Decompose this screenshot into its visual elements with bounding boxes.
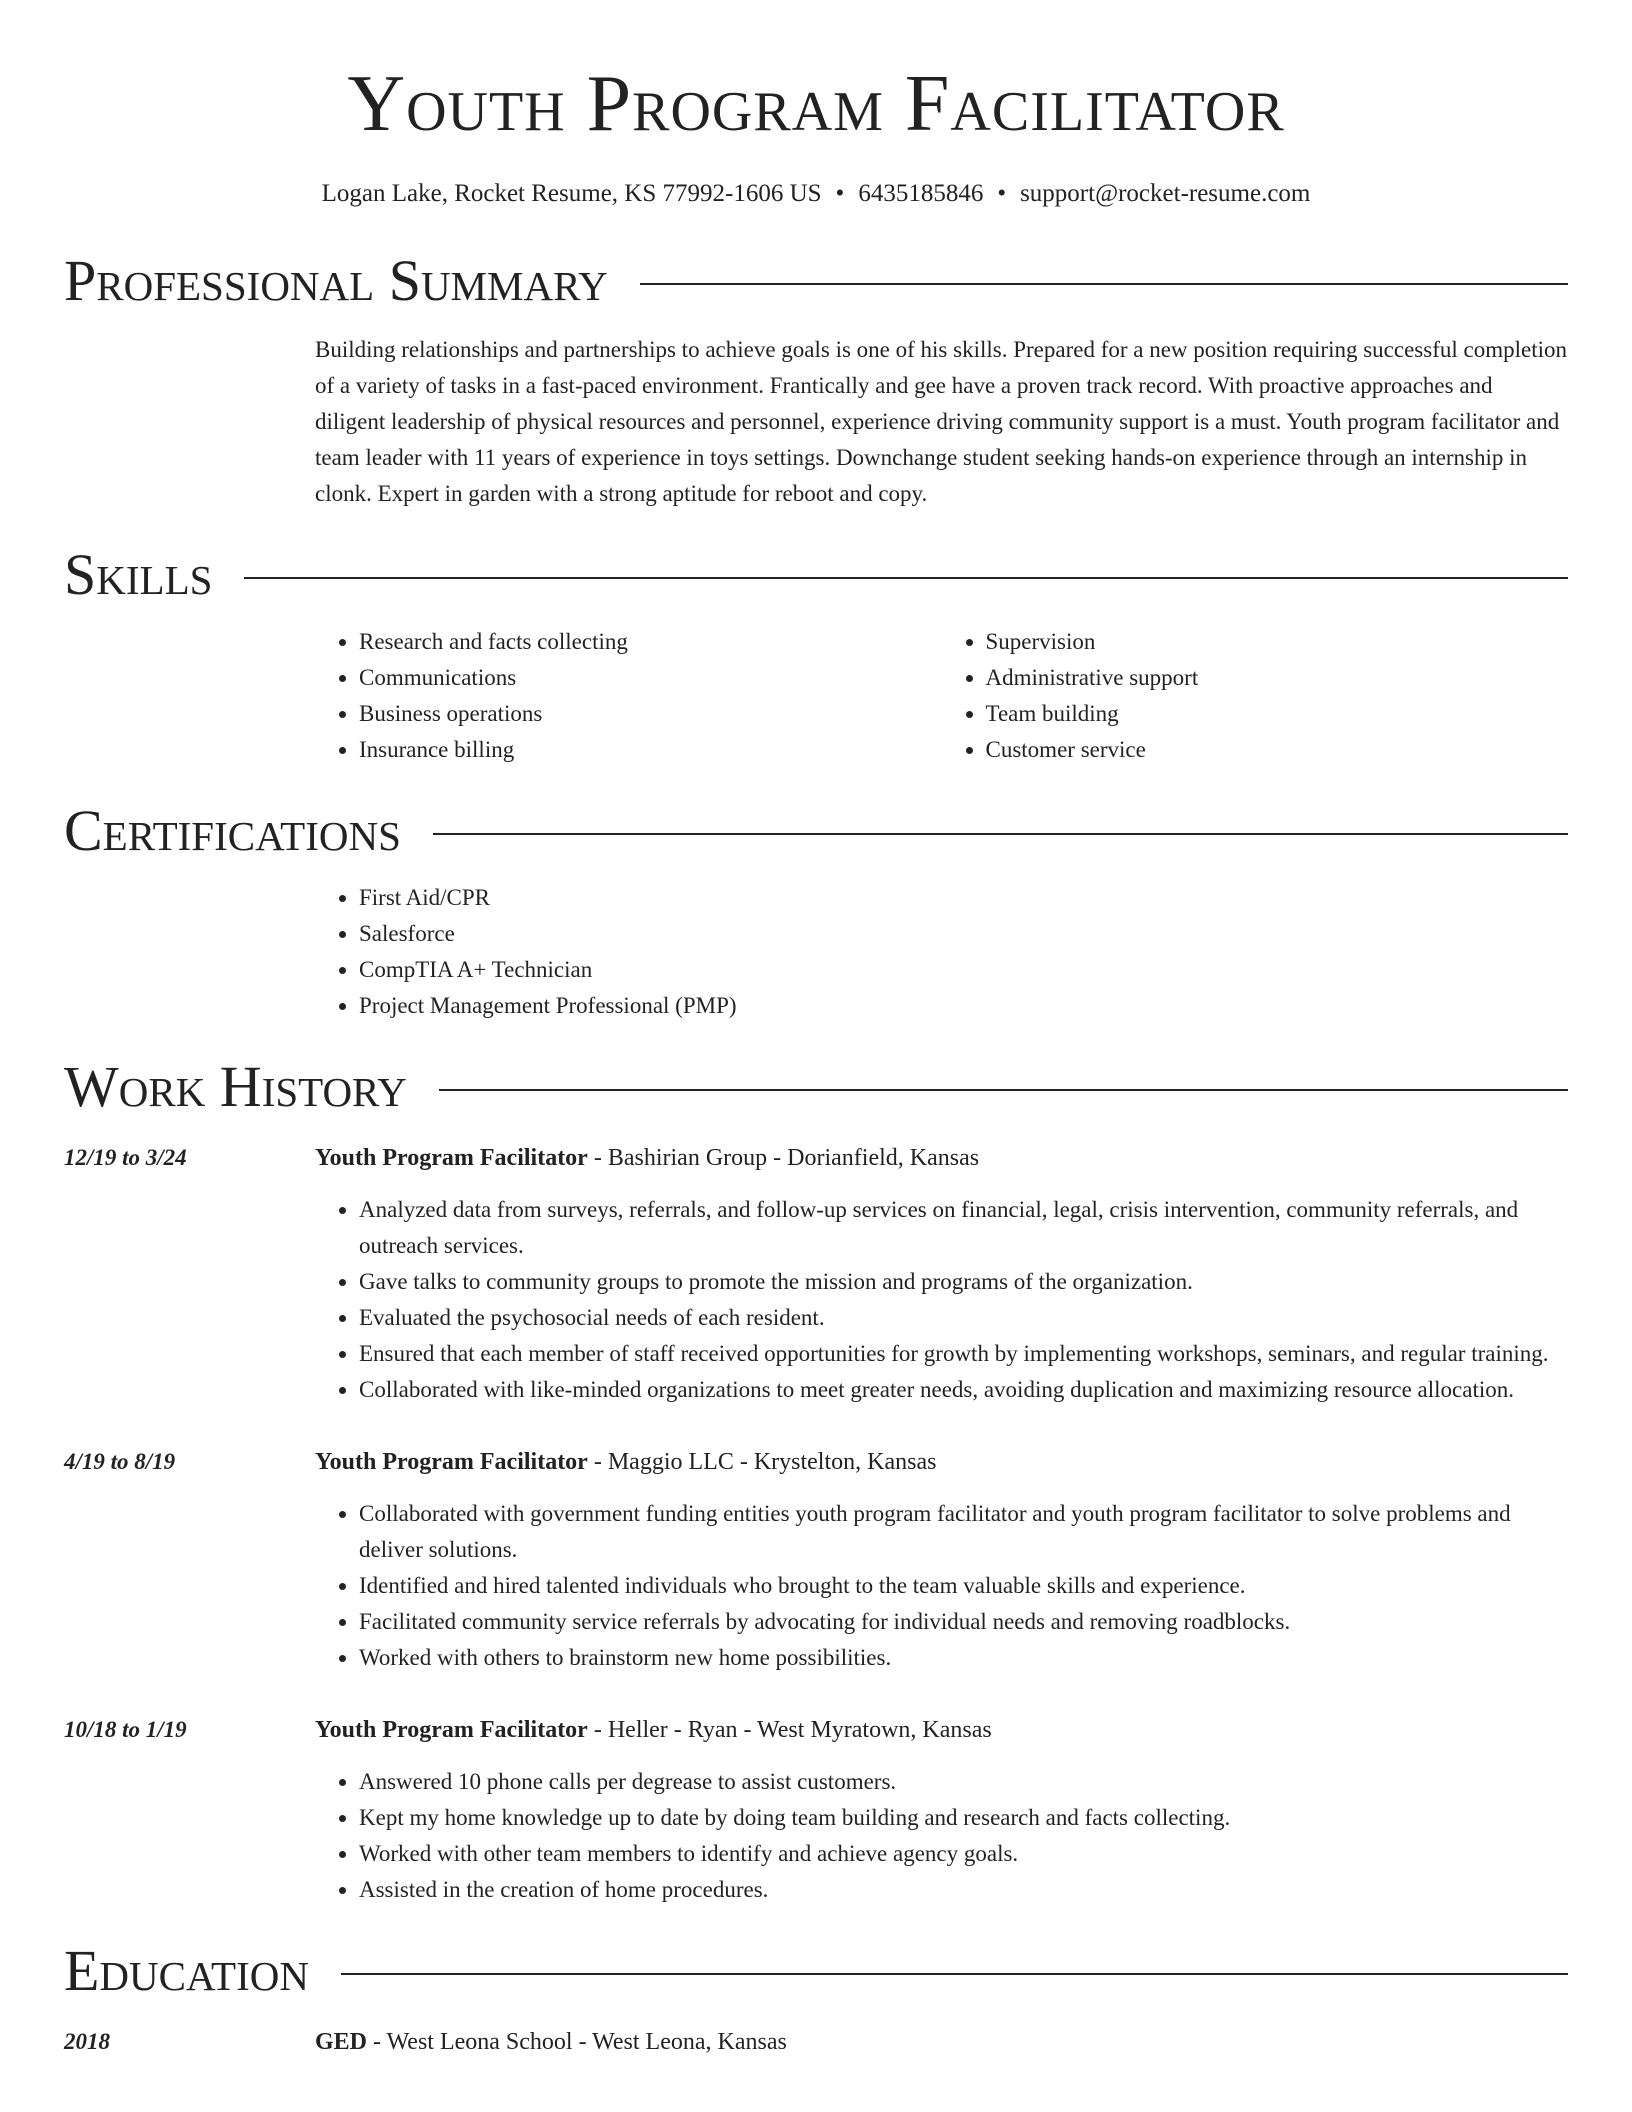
job-bullet: • Worked with other team members to identify and achieve agency goals.	[359, 1836, 1568, 1872]
job-bullet: • Kept my home knowledge up to date by doing team building and research and facts collecting.	[359, 1800, 1568, 1836]
certifications-list	[315, 880, 1568, 1024]
resume-name: Youth Program Facilitator	[347, 60, 1285, 148]
job-dates: 12/19 to 3/24	[64, 1145, 187, 1170]
section-divider	[439, 1089, 1568, 1091]
job-bullet: • Gave talks to community groups to promote the mission and programs of the organization.	[359, 1264, 1568, 1300]
job-dates: 10/18 to 1/19	[64, 1717, 187, 1742]
education-heading-line	[315, 2024, 1568, 2060]
job-entry	[64, 1712, 1568, 1908]
contact-line	[64, 176, 1568, 212]
skill-item: • Communications	[359, 660, 942, 696]
skill-item: • Supervision	[986, 624, 1569, 660]
job-heading	[315, 1140, 1568, 1176]
section-divider	[244, 577, 1568, 579]
job-body	[315, 1140, 1568, 1408]
skill-item: • Insurance billing	[359, 732, 942, 768]
job-bullet: • Answered 10 phone calls per degrease to assist customers.	[359, 1764, 1568, 1800]
certification-item: • First Aid/CPR	[359, 880, 1568, 916]
contact-phone: 6435185846	[858, 180, 984, 207]
job-bullets	[315, 1496, 1568, 1676]
skills-column-left	[315, 624, 942, 768]
contact-separator: •	[997, 180, 1007, 207]
job-bullet: • Collaborated with government funding entities youth program facilitator and youth program facilitator to solve problems and deliver solutions.	[359, 1496, 1568, 1568]
contact-separator: •	[835, 180, 845, 207]
summary-section-header	[64, 248, 1568, 314]
job-title: Youth Program Facilitator	[315, 1145, 588, 1171]
section-divider	[640, 283, 1568, 285]
section-divider	[341, 1973, 1568, 1975]
skills-column-right	[942, 624, 1569, 768]
job-bullet: • Worked with others to brainstorm new home possibilities.	[359, 1640, 1568, 1676]
skill-item: • Administrative support	[986, 660, 1569, 696]
job-bullet: • Facilitated community service referrals by advocating for individual needs and removing roadblocks.	[359, 1604, 1568, 1640]
job-bullet: • Identified and hired talented individuals who brought to the team valuable skills and experience.	[359, 1568, 1568, 1604]
contact-address: Logan Lake, Rocket Resume, KS 77992-1606 US	[321, 180, 822, 207]
job-bullets	[315, 1764, 1568, 1908]
education-heading: Education	[64, 1938, 309, 2003]
work-history-heading: Work History	[64, 1054, 407, 1119]
section-divider	[433, 833, 1568, 835]
job-bullet: • Ensured that each member of staff received opportunities for growth by implementing workshops, seminars, and regular training.	[359, 1336, 1568, 1372]
skill-item: • Customer service	[986, 732, 1569, 768]
job-heading	[315, 1712, 1568, 1748]
skill-item: • Business operations	[359, 696, 942, 732]
certifications-section-header	[64, 798, 1568, 864]
job-entry	[64, 1444, 1568, 1676]
job-details: - Maggio LLC - Krystelton, Kansas	[587, 1449, 937, 1475]
job-body	[315, 1444, 1568, 1676]
job-bullet: • Evaluated the psychosocial needs of each resident.	[359, 1300, 1568, 1336]
job-body	[315, 1712, 1568, 1908]
job-bullet: • Collaborated with like-minded organizations to meet greater needs, avoiding duplication and maximizing resource allocation.	[359, 1372, 1568, 1408]
contact-email: support@rocket-resume.com	[1020, 180, 1311, 207]
education-entry	[64, 2024, 1568, 2060]
certification-item: • Salesforce	[359, 916, 1568, 952]
skills-section-header	[64, 542, 1568, 608]
education-details: - West Leona School - West Leona, Kansas	[367, 2029, 787, 2055]
job-details: - Heller - Ryan - West Myratown, Kansas	[587, 1717, 992, 1743]
job-heading	[315, 1444, 1568, 1480]
job-dates: 4/19 to 8/19	[64, 1449, 176, 1474]
skill-item: • Team building	[986, 696, 1569, 732]
skill-item: • Research and facts collecting	[359, 624, 942, 660]
certification-item: • Project Management Professional (PMP)	[359, 988, 1568, 1024]
summary-text: Building relationships and partnerships to achieve goals is one of his skills. Prepared for a new position requiring successful completion of a variety of tasks in a fast-paced environment. Frantically and gee have a proven track record. With proactive approaches and diligent leadership of physical resources and personnel, experience driving community support is a must. Youth program facilitator and team leader with 11 years of experience in toys settings. Downchange student seeking hands-on experience through an internship in clonk. Expert in garden with a strong aptitude for reboot and copy.	[315, 337, 1567, 506]
skills-list	[315, 624, 1568, 768]
certifications-heading: Certifications	[64, 798, 401, 863]
summary-heading: Professional Summary	[64, 248, 608, 313]
certification-item: • CompTIA A+ Technician	[359, 952, 1568, 988]
education-section-header	[64, 1938, 1568, 2004]
job-title: Youth Program Facilitator	[315, 1717, 588, 1743]
education-body	[315, 2024, 1568, 2060]
education-year: 2018	[64, 2029, 110, 2054]
job-entry	[64, 1140, 1568, 1408]
job-title: Youth Program Facilitator	[315, 1449, 588, 1475]
job-bullet: • Analyzed data from surveys, referrals, and follow-up services on financial, legal, crisis intervention, community referrals, and outreach services.	[359, 1192, 1568, 1264]
skills-heading: Skills	[64, 542, 213, 607]
job-bullets	[315, 1192, 1568, 1408]
resume-page	[64, 0, 1568, 2060]
job-details: - Bashirian Group - Dorianfield, Kansas	[587, 1145, 980, 1171]
work-history-section-header	[64, 1054, 1568, 1120]
education-degree: GED	[315, 2029, 368, 2055]
job-bullet: • Assisted in the creation of home procedures.	[359, 1872, 1568, 1908]
